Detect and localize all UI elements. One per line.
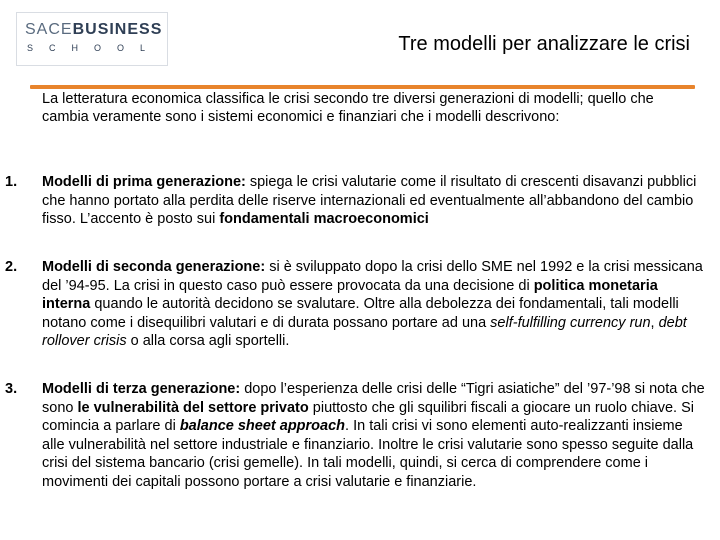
sace-business-school-logo — [16, 12, 168, 66]
slide-title: Tre modelli per analizzare le crisi — [398, 33, 690, 55]
item-text: Modelli di prima generazione: spiega le crisi valutarie come il risultato di crescenti disavanzi pubblici che hanno portato alla perdita delle riserve internazionali ed eventualmente all’abbandono del cambio fisso. L’accento è posto sui fondamentali macroeconomici — [42, 174, 697, 228]
item-heading: Modelli di prima generazione: — [42, 174, 246, 190]
item-text: Modelli di terza generazione: dopo l’esperienza delle crisi delle “Tigri asiatiche” del ’97-’98 si nota che sono le vulnerabilità del settore privato piuttosto che gli squilibri fiscali a giocare un ruolo chiave. Si comincia a parlare di balance sheet approach. In tali crisi vi sono elementi auto-realizzanti insieme alle vulnerabilità nel settore industriale e finanziario. Inoltre le crisi valutarie sono spesso seguite dalla crisi del sistema bancario (crisi gemelle). In tali modelli, quindi, si cerca di comprendere come i movimenti dei capitali possono portare a crisi valutarie e finanziarie. — [42, 381, 705, 490]
intro-paragraph: La letteratura economica classifica le crisi secondo tre diversi generazioni di modelli; quello che cambia veramente sono i sistemi economici e finanziari che i modelli descrivono: — [42, 91, 654, 125]
item-heading: Modelli di terza generazione: — [42, 381, 241, 397]
item-number: 1. — [5, 174, 18, 190]
item-number: 2. — [5, 259, 18, 275]
title-divider — [30, 85, 695, 89]
item-text: Modelli di seconda generazione: si è sviluppato dopo la crisi dello SME nel 1992 e la crisi messicana del ’94-95. La crisi in questo caso può essere provocata da una decisione di politica monetaria interna quando le autorità decidono se svalutare. Oltre alla debolezza dei fondamentali, tali modelli notano come i disequilibri valutari e di durata possano portare ad una self-fulfilling currency run, debt rollover crisis o alla corsa agli sportelli. — [42, 259, 703, 350]
item-number: 3. — [5, 381, 18, 397]
logo-wordmark: SACEBUSINESS — [25, 21, 163, 38]
logo-subtitle: SCHOOL — [27, 43, 162, 53]
item-heading: Modelli di seconda generazione: — [42, 259, 266, 275]
